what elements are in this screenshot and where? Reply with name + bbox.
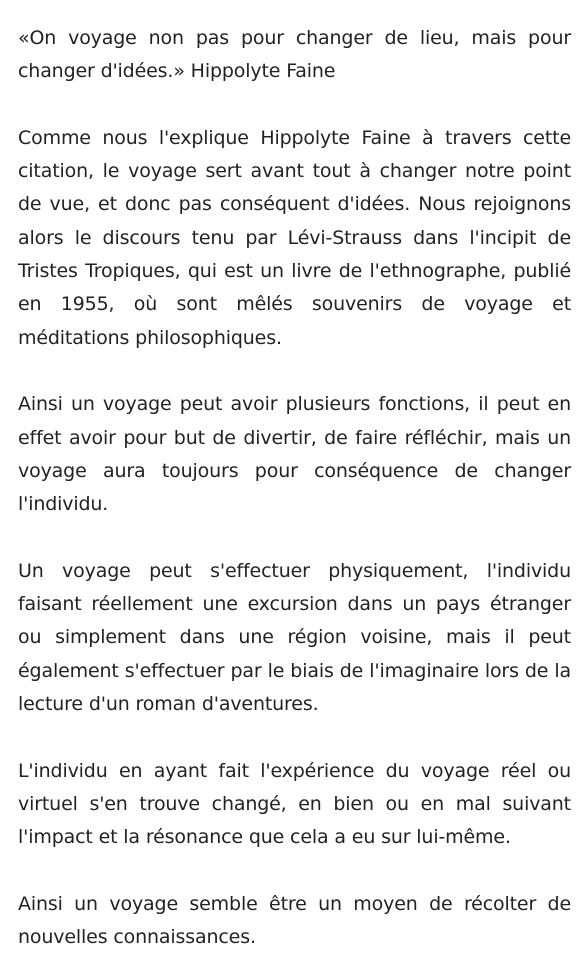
article-body — [18, 22, 571, 954]
quote-paragraph: «On voyage non pas pour changer de lieu, mais pour changer d'idées.» Hippolyte Faine — [18, 27, 571, 83]
body-paragraph-2: Ainsi un voyage peut avoir plusieurs fonctions, il peut en effet avoir pour but de divertir, de faire réfléchir, mais un voyage aura toujours pour conséquence de changer l'individu. — [18, 393, 571, 516]
conclusion-paragraph: Ainsi un voyage semble être un moyen de récolter de nouvelles connaissances. — [18, 892, 571, 949]
body-paragraph-1: Comme nous l'explique Hippolyte Faine à travers cette citation, le voyage sert avant tout à changer notre point de vue, et donc pas conséquent d'idées. Nous rejoignons alors le discours tenu par Lévi-Strauss dans l'incipit de Tristes Tropiques, qui est un livre de l'ethnographe, publié en 1955, où sont mêlés souvenirs de voyage et méditations philosophiques. — [18, 126, 571, 349]
body-paragraph-3: Un voyage peut s'effectuer physiquement, l'individu faisant réellement une excursion dans un pays étranger ou simplement dans une région voisine, mais il peut également s'effectuer par le biais de l'imaginaire lors de la lecture d'un roman d'aventures. — [18, 559, 571, 715]
body-paragraph-4: L'individu en ayant fait l'expérience du voyage réel ou virtuel s'en trouve changé, en bien ou en mal suivant l'impact et la résonance que cela a eu sur lui-même. — [18, 759, 571, 849]
